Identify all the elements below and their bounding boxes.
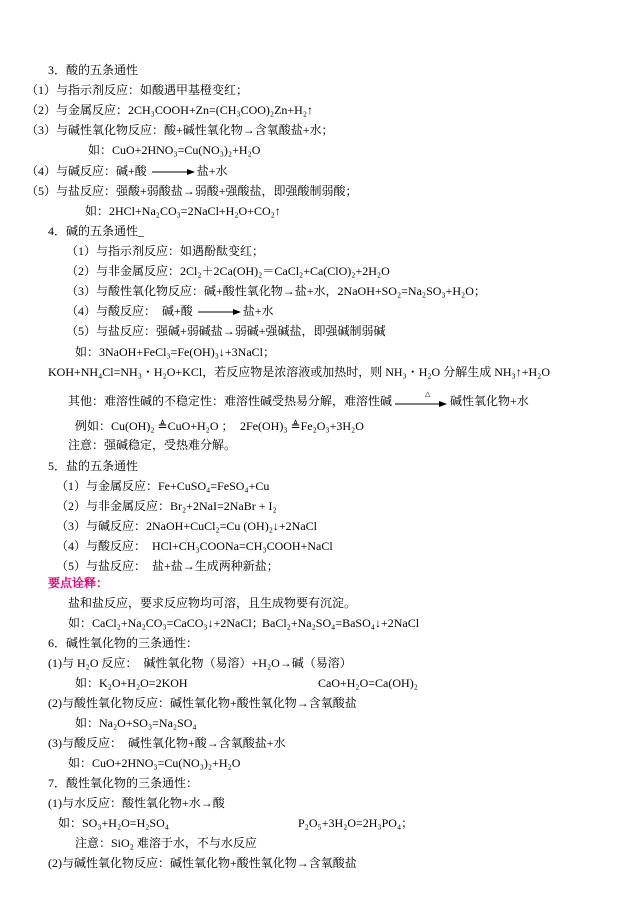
acidic-oxide-item-basic-oxide: (2)与碱性氧化物反应：碱性氧化物+酸性氧化物→含氧酸盐 — [48, 856, 357, 870]
salt-item-metal: （1）与金属反应：Fe+CuSO₄=FeSO₄+Cu — [56, 479, 270, 493]
acid-heading: 3．酸的五条通性 — [48, 63, 139, 77]
base-item-acidic-oxide: （3）与酸性氧化物反应：碱+酸性氧化物→盐+水，2NaOH+SO₂=Na₂SO₃+H₂O； — [66, 284, 486, 298]
base-item-nonmetal: （2）与非金属反应：2Cl₂＋2Ca(OH)₂＝CaCl₂+Ca(ClO)₂+2H₂O — [66, 264, 390, 278]
acid-item-metal: （2）与金属反应：2CH₃COOH+Zn=(CH₃COO)₂Zn+H₂↑ — [26, 103, 314, 117]
base-item-salt-example-2: KOH+NH₄Cl=NH₃・H₂O+KCl，若反应物是浓溶液或加热时，则 NH₃・H₂O 分解生成 NH₃↑+H₂O — [48, 365, 551, 379]
base-heading: 4．碱的五条通性_ — [48, 224, 145, 238]
acidic-oxide-item-water-example-b: P₂O₅+3H₂O=2H₃PO₄； — [298, 816, 414, 830]
basic-oxide-item-acid: (3)与酸反应： 碱性氧化物+酸→含氧酸盐+水 — [48, 736, 286, 750]
base-other-rhs: 碱性氧化物+水 — [450, 394, 529, 408]
salt-item-base: （3）与碱反应：2NaOH+CuCl₂=Cu (OH)₂↓+2NaCl — [56, 519, 317, 533]
base-item-acid-rhs: 盐+水 — [242, 304, 274, 318]
salt-item-salt: （5）与盐反应： 盐+盐→生成两种新盐； — [56, 559, 279, 573]
acidic-oxide-heading: 7．酸性氧化物的三条通性： — [48, 776, 199, 790]
base-other-instability — [68, 390, 529, 409]
base-other-example-b: 2Fe(OH)₃ ≜Fe₂O₃+3H₂O — [240, 419, 364, 433]
basic-oxide-item-acid-example: 如：CuO+2HNO₃=Cu(NO₃)₂+H₂O — [68, 756, 241, 770]
acid-item-basic-oxide-example: 如：CuO+2HNO₃=Cu(NO₃)₂+H₂O — [88, 143, 261, 157]
acidic-oxide-item-water-note: 注意：SiO₂ 难溶于水，不与水反应 — [75, 836, 257, 850]
base-item-acid — [66, 303, 274, 319]
basic-oxide-item-water-example-b: CaO+H₂O=Ca(OH)₂ — [318, 676, 418, 690]
basic-oxide-heading: 6．碱性氧化物的三条通性： — [48, 636, 199, 650]
basic-oxide-item-water: (1)与 H₂O 反应： 碱性氧化物（易溶）+H₂O→碱（易溶） — [48, 656, 352, 670]
base-item-indicator: （1）与指示剂反应：如遇酚酞变红； — [66, 244, 265, 258]
key-points-text: 盐和盐反应，要求反应物均可溶，且生成物要有沉淀。 — [68, 596, 357, 610]
basic-oxide-item-water-example-a: 如：K₂O+H₂O=2KOH — [75, 676, 188, 690]
reaction-arrow-icon — [197, 308, 241, 316]
acid-item-salt-example: 如：2HCl+Na₂CO₃=2NaCl+H₂O+CO₂↑ — [85, 204, 281, 218]
acid-item-indicator: （1）与指示剂反应：如酸遇甲基橙变红； — [26, 83, 249, 97]
base-other-example-a: 例如：Cu(OH)₂ ≜CuO+H₂O ； — [75, 419, 234, 433]
base-note: 注意：强碱稳定，受热难分解。 — [68, 438, 237, 452]
salt-item-acid: （4）与酸反应： HCl+CH₃COONa=CH₃COOH+NaCl — [56, 539, 333, 553]
acidic-oxide-item-water: (1)与水反应：酸性氧化物+水→酸 — [48, 796, 225, 810]
basic-oxide-item-acidic-oxide: (2)与酸性氧化物反应：碱性氧化物+酸性氧化物→含氧酸盐 — [48, 696, 357, 710]
basic-oxide-item-acidic-oxide-example: 如：Na₂O+SO₃=Na₂SO₄ — [75, 716, 197, 730]
heat-symbol: △ — [425, 390, 431, 398]
acid-item-basic-oxide: （3）与碱性氧化物反应：酸+碱性氧化物→含氧酸盐+水； — [26, 123, 334, 137]
acid-item-base — [26, 163, 228, 179]
acid-item-salt: （5）与盐反应：强酸+弱酸盐→弱酸+强酸盐，即强酸制弱酸； — [26, 184, 358, 198]
acid-item-base-rhs: 盐+水 — [196, 164, 228, 178]
key-points-example-b: BaCl₂+Na₂SO₄=BaSO₄↓+2NaCl — [262, 616, 420, 630]
salt-item-nonmetal: （2）与非金属反应：Br₂+2NaI=2NaBr + I₂ — [56, 499, 277, 513]
base-item-acid-lhs: （4）与酸反应： 碱+酸 — [66, 304, 193, 318]
base-other-lhs: 其他：难溶性碱的不稳定性：难溶性碱受热易分解，难溶性碱 — [68, 394, 393, 408]
key-points-example-a: 如：CaCl₂+Na₂CO₃=CaCO₃↓+2NaCl； — [68, 616, 264, 630]
reaction-arrow-icon — [151, 168, 195, 176]
heating-arrow-icon — [394, 390, 448, 409]
key-points-title: 要点诠释： — [48, 576, 109, 590]
acid-item-base-lhs: （4）与碱反应：碱+酸 — [26, 164, 147, 178]
acidic-oxide-item-water-example-a: 如：SO₃+H₂O=H₂SO₄ — [58, 816, 169, 830]
salt-heading: 5．盐的五条通性 — [48, 459, 139, 473]
base-item-salt: （5）与盐反应：强碱+弱碱盐→弱碱+强碱盐，即强碱制弱碱 — [66, 324, 386, 338]
base-item-salt-example: 如：3NaOH+FeCl₃=Fe(OH)₃↓+3NaCl； — [75, 345, 275, 359]
